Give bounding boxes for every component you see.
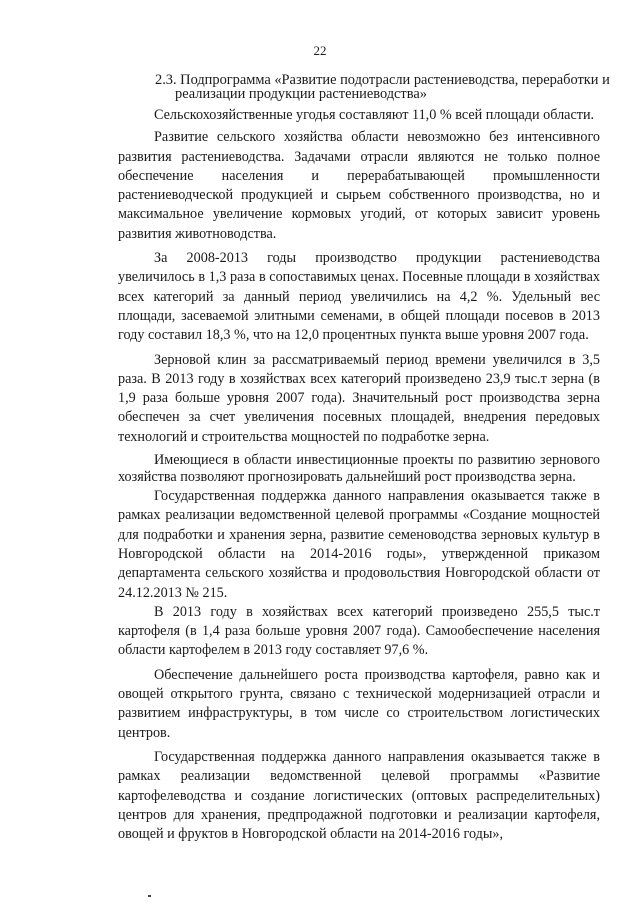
scan-mark <box>148 895 151 897</box>
paragraph-2: Развитие сельского хозяйства области невозможно без интенсивного развития растениеводства. Задачами отрасли являются не только полное обеспечение населения и перерабатывающей промышленности растениеводческой продукцией и сырьем собственного производства, но и максимальное увеличение кормовых угодий, от которых зависит уровень развития животноводства. <box>118 129 600 242</box>
paragraph-6: Государственная поддержка данного направления оказывается также в рамках реализации ведомственной целевой программы «Создание мощностей для подработки и хранения зерна, развитие семеноводства зерновых культур в Новгородской области на 2014-2016 годы», утвержденной приказом департамента сельского хозяйства и продовольствия Новгородской области от 24.12.2013 № 215. <box>118 488 600 601</box>
paragraph-4: Зерновой клин за рассматриваемый период времени увеличился в 3,5 раза. В 2013 году в хозяйствах всех категорий произведено 23,9 тыс.т зерна (в 1,9 раза больше уровня 2007 года). Значительный рост производства зерна обеспечен за счет увеличения посевных площадей, внедрения передовых технологий и строительства мощностей по подработке зерна. <box>118 351 600 445</box>
paragraph-8: Обеспечение дальнейшего роста производства картофеля, равно как и овощей открытого грунта, связано с технической модернизацией отрасли и развитием инфраструктуры, в том числе со строительством логистических центров. <box>118 666 600 741</box>
body-text <box>118 106 600 844</box>
page-number: 22 <box>313 43 327 58</box>
paragraph-1: Сельскохозяйственные угодья составляют 11,0 % всей площади области. <box>154 107 595 123</box>
heading-line-2: реализации продукции растениеводства» <box>175 86 427 102</box>
paragraph-5: Имеющиеся в области инвестиционные проекты по развитию зернового хозяйства позволяют прогнозировать дальнейший рост производства зерна. <box>118 452 600 485</box>
paragraph-9: Государственная поддержка данного направления оказывается также в рамках реализации ведомственной целевой программы «Развитие картофелеводства и создание логистических (оптовых распределительных) центров для хранения, предпродажной подготовки и реализации картофеля, овощей и фруктов в Новгородской области на 2014-2016 годы», <box>118 748 600 843</box>
paragraph-3: За 2008-2013 годы производство продукции растениеводства увеличилось в 1,3 раза в сопоставимых ценах. Посевные площади в хозяйствах всех категорий за данный период увеличились на 4,2 %. Удельный вес площади, засеваемой элитными семенами, в общей площади посевов в 2013 году составил 18,3 %, что на 12,0 процентных пункта выше уровня 2007 года. <box>118 250 600 344</box>
section-heading <box>155 72 610 102</box>
paragraph-7: В 2013 году в хозяйствах всех категорий произведено 255,5 тыс.т картофеля (в 1,4 раза больше уровня 2007 года). Самообеспечение населения области картофелем в 2013 году составляет 97,6 %. <box>118 603 600 659</box>
heading-line-1: 2.3. Подпрограмма «Развитие подотрасли растениеводства, переработки и <box>155 72 610 88</box>
